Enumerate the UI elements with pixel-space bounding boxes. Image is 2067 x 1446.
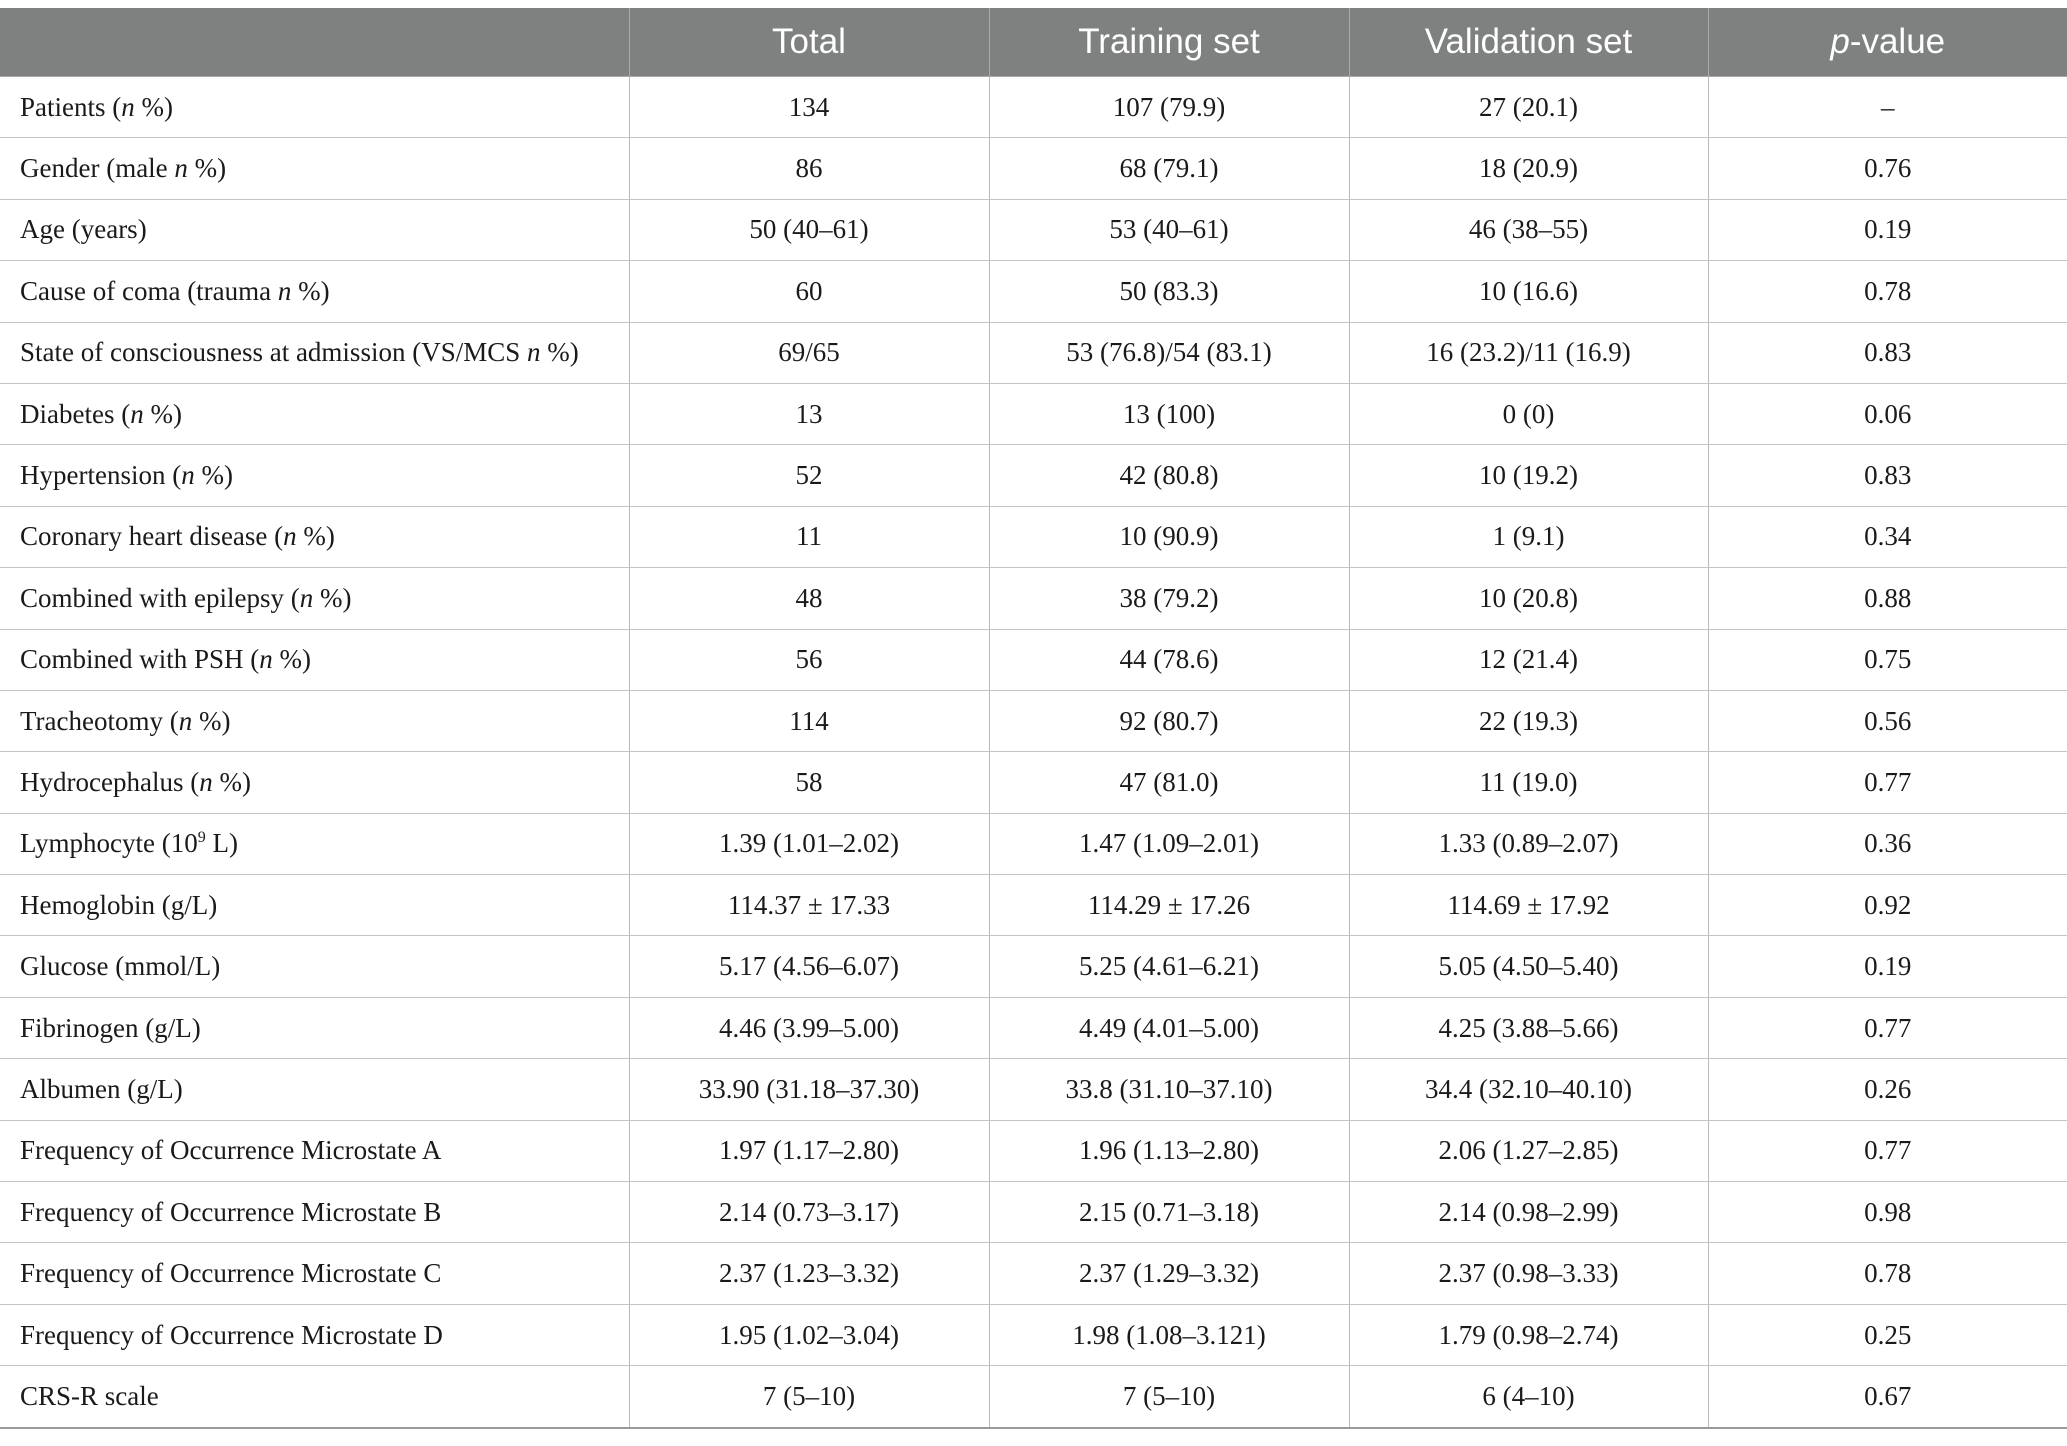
cell-p-value: 0.67 [1708,1366,2067,1428]
header-p-italic: p [1830,22,1850,61]
row-label-italic: n [199,766,213,797]
cell-training: 50 (83.3) [989,261,1349,322]
cell-p-value: 0.76 [1708,138,2067,199]
row-label-text: Hydrocephalus ( [20,766,200,797]
row-label-italic: n [130,398,144,429]
table-row [0,629,2067,690]
cell-training: 47 (81.0) [989,752,1349,813]
cell-p-value: 0.34 [1708,506,2067,567]
cell-validation: 27 (20.1) [1349,77,1708,138]
header-variable [0,8,629,77]
cell-validation: 11 (19.0) [1349,752,1708,813]
cell-p-value: 0.19 [1708,199,2067,260]
cell-total: 48 [629,568,989,629]
table-row [0,1059,2067,1120]
row-label-text: Hemoglobin (g/L) [20,889,218,920]
row-label-text: Gender (male [20,153,175,184]
cell-validation: 16 (23.2)/11 (16.9) [1349,322,1708,383]
row-label-text: Diabetes ( [20,398,131,429]
cell-validation: 34.4 (32.10–40.10) [1349,1059,1708,1120]
cell-total: 33.90 (31.18–37.30) [629,1059,989,1120]
clinical-characteristics-table [0,8,2067,1429]
table-row [0,1120,2067,1181]
row-label [0,813,629,874]
row-label-suffix: %) [313,582,352,613]
row-label-suffix: L) [205,828,238,859]
row-label [0,1366,629,1428]
cell-training: 1.96 (1.13–2.80) [989,1120,1349,1181]
cell-total: 1.39 (1.01–2.02) [629,813,989,874]
table-header-row [0,8,2067,77]
table-row [0,445,2067,506]
table-row [0,1366,2067,1428]
table-row [0,875,2067,936]
row-label-italic: n [277,275,292,306]
cell-training: 114.29 ± 17.26 [989,875,1349,936]
cell-validation: 2.06 (1.27–2.85) [1349,1120,1708,1181]
cell-validation: 0 (0) [1349,383,1708,444]
cell-validation: 10 (19.2) [1349,445,1708,506]
row-label [0,261,629,322]
row-label [0,506,629,567]
row-label [0,1059,629,1120]
table-row [0,138,2067,199]
table-row [0,506,2067,567]
row-label-italic: n [527,337,541,368]
row-label-suffix: %) [540,337,579,368]
row-label [0,568,629,629]
cell-p-value: 0.06 [1708,383,2067,444]
row-label [0,445,629,506]
cell-training: 2.37 (1.29–3.32) [989,1243,1349,1304]
cell-validation: 22 (19.3) [1349,690,1708,751]
row-label-text: Age (years) [20,214,147,245]
cell-p-value: 0.83 [1708,322,2067,383]
cell-total: 58 [629,752,989,813]
row-label-text: Frequency of Occurrence Microstate C [20,1258,442,1289]
cell-total: 13 [629,383,989,444]
cell-total: 5.17 (4.56–6.07) [629,936,989,997]
cell-p-value: 0.36 [1708,813,2067,874]
cell-training: 107 (79.9) [989,77,1349,138]
cell-total: 52 [629,445,989,506]
row-label [0,997,629,1058]
cell-total: 50 (40–61) [629,199,989,260]
table-row [0,1304,2067,1365]
cell-p-value: – [1708,77,2067,138]
row-label-suffix: %) [296,521,335,552]
row-label-text: Tracheotomy ( [20,705,179,736]
cell-total: 1.97 (1.17–2.80) [629,1120,989,1181]
cell-training: 38 (79.2) [989,568,1349,629]
row-label-text: Lymphocyte (10 [20,828,198,859]
cell-validation: 2.14 (0.98–2.99) [1349,1182,1708,1243]
cell-validation: 6 (4–10) [1349,1366,1708,1428]
table-row [0,1182,2067,1243]
table-row [0,199,2067,260]
cell-total: 2.14 (0.73–3.17) [629,1182,989,1243]
cell-validation: 1.79 (0.98–2.74) [1349,1304,1708,1365]
row-label-text: Glucose (mmol/L) [20,951,221,982]
row-label-text: Combined with PSH ( [20,644,260,675]
cell-p-value: 0.77 [1708,997,2067,1058]
row-label-superscript: 9 [197,829,206,847]
table-body [0,77,2067,1428]
table-row [0,690,2067,751]
cell-training: 5.25 (4.61–6.21) [989,936,1349,997]
table-row [0,936,2067,997]
row-label [0,1120,629,1181]
row-label-text: Frequency of Occurrence Microstate B [20,1196,442,1227]
cell-total: 11 [629,506,989,567]
row-label [0,199,629,260]
cell-total: 114.37 ± 17.33 [629,875,989,936]
cell-total: 114 [629,690,989,751]
cell-total: 69/65 [629,322,989,383]
cell-validation: 10 (16.6) [1349,261,1708,322]
row-label-text: Cause of coma (trauma [20,275,278,306]
cell-p-value: 0.78 [1708,1243,2067,1304]
row-label [0,875,629,936]
table-row [0,261,2067,322]
cell-training: 13 (100) [989,383,1349,444]
row-label [0,629,629,690]
row-label-suffix: %) [194,460,233,491]
cell-p-value: 0.88 [1708,568,2067,629]
cell-p-value: 0.26 [1708,1059,2067,1120]
cell-p-value: 0.78 [1708,261,2067,322]
row-label-text: Frequency of Occurrence Microstate D [20,1319,443,1350]
table-row [0,1243,2067,1304]
table-row [0,813,2067,874]
row-label-text: Patients ( [20,91,122,122]
row-label-suffix: %) [272,644,312,675]
row-label-suffix: %) [134,91,173,122]
cell-total: 7 (5–10) [629,1366,989,1428]
cell-total: 56 [629,629,989,690]
cell-validation: 2.37 (0.98–3.33) [1349,1243,1708,1304]
row-label [0,77,629,138]
row-label-suffix: %) [212,766,251,797]
cell-validation: 10 (20.8) [1349,568,1708,629]
row-label [0,936,629,997]
row-label-text: Fibrinogen (g/L) [20,1012,201,1043]
header-training-set: Training set [989,8,1349,77]
row-label [0,690,629,751]
row-label-suffix: %) [187,153,227,184]
cell-training: 68 (79.1) [989,138,1349,199]
table-row [0,997,2067,1058]
row-label-suffix: %) [291,275,330,306]
row-label-text: Frequency of Occurrence Microstate A [20,1135,442,1166]
cell-training: 53 (40–61) [989,199,1349,260]
row-label-suffix: %) [192,705,231,736]
table-row [0,383,2067,444]
row-label-suffix: %) [143,398,182,429]
cell-training: 7 (5–10) [989,1366,1349,1428]
row-label-text: Combined with epilepsy ( [20,582,300,613]
cell-validation: 1.33 (0.89–2.07) [1349,813,1708,874]
cell-training: 2.15 (0.71–3.18) [989,1182,1349,1243]
header-p-suffix: -value [1849,22,1946,61]
row-label [0,383,629,444]
row-label-text: Coronary heart disease ( [20,521,284,552]
cell-validation: 114.69 ± 17.92 [1349,875,1708,936]
row-label-text: CRS-R scale [20,1380,159,1411]
row-label-text: State of consciousness at admission (VS/MCS [20,337,527,368]
cell-total: 60 [629,261,989,322]
row-label [0,1182,629,1243]
row-label-italic: n [181,460,195,491]
row-label-text: Albumen (g/L) [20,1073,183,1104]
header-p-value [1708,8,2067,77]
cell-validation: 46 (38–55) [1349,199,1708,260]
cell-p-value: 0.77 [1708,1120,2067,1181]
cell-p-value: 0.25 [1708,1304,2067,1365]
data-table-container [0,8,2067,1429]
row-label-italic: n [299,582,314,613]
cell-validation: 18 (20.9) [1349,138,1708,199]
row-label [0,1243,629,1304]
cell-total: 1.95 (1.02–3.04) [629,1304,989,1365]
cell-training: 44 (78.6) [989,629,1349,690]
row-label [0,752,629,813]
cell-p-value: 0.75 [1708,629,2067,690]
cell-p-value: 0.92 [1708,875,2067,936]
cell-validation: 12 (21.4) [1349,629,1708,690]
cell-total: 2.37 (1.23–3.32) [629,1243,989,1304]
cell-validation: 5.05 (4.50–5.40) [1349,936,1708,997]
cell-training: 10 (90.9) [989,506,1349,567]
table-row [0,752,2067,813]
table-row [0,322,2067,383]
row-label-italic: n [178,705,193,736]
cell-training: 1.98 (1.08–3.121) [989,1304,1349,1365]
table-row [0,77,2067,138]
cell-p-value: 0.56 [1708,690,2067,751]
row-label-italic: n [121,91,135,122]
row-label [0,138,629,199]
row-label-text: Hypertension ( [20,460,182,491]
cell-training: 33.8 (31.10–37.10) [989,1059,1349,1120]
table-row [0,568,2067,629]
cell-p-value: 0.19 [1708,936,2067,997]
cell-training: 1.47 (1.09–2.01) [989,813,1349,874]
row-label-italic: n [283,521,297,552]
cell-total: 86 [629,138,989,199]
cell-total: 134 [629,77,989,138]
header-validation-set: Validation set [1349,8,1708,77]
cell-validation: 4.25 (3.88–5.66) [1349,997,1708,1058]
row-label-italic: n [259,644,273,675]
row-label [0,1304,629,1365]
cell-p-value: 0.83 [1708,445,2067,506]
cell-total: 4.46 (3.99–5.00) [629,997,989,1058]
cell-training: 4.49 (4.01–5.00) [989,997,1349,1058]
row-label-italic: n [174,153,188,184]
header-total: Total [629,8,989,77]
cell-training: 92 (80.7) [989,690,1349,751]
cell-training: 53 (76.8)/54 (83.1) [989,322,1349,383]
cell-training: 42 (80.8) [989,445,1349,506]
cell-p-value: 0.77 [1708,752,2067,813]
row-label [0,322,629,383]
cell-validation: 1 (9.1) [1349,506,1708,567]
cell-p-value: 0.98 [1708,1182,2067,1243]
